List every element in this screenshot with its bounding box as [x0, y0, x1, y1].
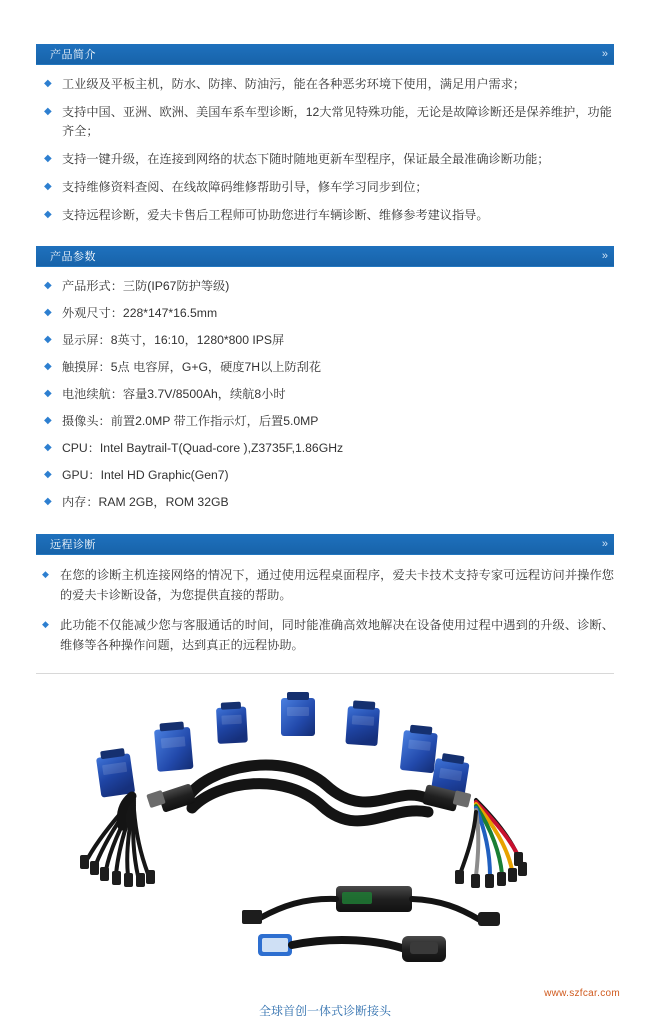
intro-list — [36, 75, 614, 224]
diamond-bullet-icon: ◆ — [44, 468, 52, 480]
list-item-text: GPU：Intel HD Graphic(Gen7) — [62, 467, 229, 482]
site-watermark: www.szfcar.com — [544, 988, 620, 999]
diamond-bullet-icon: ◆ — [44, 334, 52, 346]
list-item — [42, 412, 614, 431]
diamond-bullet-icon: ◆ — [44, 388, 52, 400]
chevron-right-icon: » — [601, 250, 606, 263]
diamond-bullet-icon: ◆ — [42, 618, 49, 629]
section-title: 产品参数 — [50, 251, 96, 264]
paragraph-text: 此功能不仅能减少您与客服通话的时间，同时能准确高效地解决在设备使用过程中遇到的升级、诊断、维修等各种操作问题，达到真正的远程协助。 — [60, 617, 614, 652]
section-title: 产品简介 — [50, 49, 96, 61]
list-item-text: 支持中国、亚洲、欧洲、美国车系车型诊断，12大常见特殊功能，无论是故障诊断还是保养维护，功能齐全； — [62, 104, 612, 138]
list-item-text: 摄像头：前置2.0MP 带工作指示灯，后置5.0MP — [62, 413, 319, 428]
power-adapter — [242, 886, 500, 926]
diamond-bullet-icon: ◆ — [44, 414, 52, 426]
horizontal-divider — [36, 673, 614, 674]
list-item-text: 内存：RAM 2GB，ROM 32GB — [62, 494, 229, 509]
paragraph — [42, 565, 614, 605]
diamond-bullet-icon: ◆ — [44, 208, 52, 220]
section-underline — [36, 266, 614, 267]
list-item — [42, 150, 614, 169]
section-spec — [36, 246, 614, 511]
list-item — [42, 466, 614, 485]
section-header-intro — [36, 44, 614, 64]
main-cable — [186, 765, 428, 821]
section-title: 远程诊断 — [50, 538, 96, 551]
diamond-bullet-icon: ◆ — [44, 180, 52, 192]
diamond-bullet-icon: ◆ — [42, 568, 49, 579]
product-image — [36, 680, 614, 1000]
obd-extension-cable — [258, 934, 446, 962]
diamond-bullet-icon: ◆ — [44, 361, 52, 373]
diamond-bullet-icon: ◆ — [44, 78, 52, 89]
list-item — [42, 277, 614, 296]
right-harness — [460, 800, 522, 876]
paragraph — [42, 615, 614, 655]
diamond-bullet-icon: ◆ — [44, 152, 52, 164]
list-item-text: 产品形式：三防(IP67防护等级) — [62, 279, 230, 294]
section-remote — [36, 534, 614, 656]
diamond-bullet-icon: ◆ — [44, 441, 52, 453]
connector-kit-illustration — [36, 680, 614, 1000]
list-item — [42, 385, 614, 404]
list-item — [42, 493, 614, 512]
list-item — [42, 75, 614, 94]
list-item-text: 外观尺寸：228*147*16.5mm — [62, 306, 218, 321]
list-item-text: 工业级及平板主机，防水、防摔、防油污，能在各种恶劣环境下使用，满足用户需求； — [62, 77, 526, 91]
list-item — [42, 304, 614, 323]
list-item-text: CPU：Intel Baytrail-T(Quad-core ),Z3735F,1.86GHz — [62, 440, 344, 455]
list-item — [42, 331, 614, 350]
list-item — [42, 103, 614, 141]
paragraph-text: 在您的诊断主机连接网络的情况下，通过使用远程桌面程序，爱夫卡技术支持专家可远程访问并操作您的爱夫卡诊断设备，为您提供直接的帮助。 — [60, 567, 614, 602]
section-intro — [36, 0, 614, 224]
figure-caption: 全球首创一体式诊断接头 — [258, 1004, 391, 1019]
list-item — [42, 358, 614, 377]
list-item — [42, 439, 614, 458]
diamond-bullet-icon: ◆ — [44, 307, 52, 319]
list-item-text: 支持一键升级，在连接到网络的状态下随时随地更新车型程序，保证最全最准确诊断功能； — [62, 151, 550, 166]
remote-paragraphs — [36, 565, 614, 656]
spec-list — [36, 277, 614, 511]
list-item-text: 显示屏：8英寸，16:10，1280*800 IPS屏 — [62, 333, 285, 348]
chevron-right-icon: » — [601, 537, 606, 550]
list-item-text: 支持维修资料查阅、在线故障码维修帮助引导，修车学习同步到位； — [62, 179, 428, 194]
section-header-remote — [36, 534, 614, 554]
list-item — [42, 178, 614, 197]
section-header-spec — [36, 246, 614, 266]
section-underline — [36, 64, 614, 65]
list-item — [42, 206, 614, 225]
list-item-text: 触摸屏：5点 电容屏，G+G，硬度7H以上防刮花 — [62, 360, 322, 375]
section-underline — [36, 554, 614, 555]
list-item-text: 支持远程诊断，爱夫卡售后工程师可协助您进行车辆诊断、维修参考建议指导。 — [62, 207, 489, 222]
list-item-text: 电池续航：容量3.7V/8500Ah，续航8小时 — [62, 387, 286, 402]
diamond-bullet-icon: ◆ — [44, 105, 52, 117]
diamond-bullet-icon: ◆ — [44, 495, 52, 507]
chevron-right-icon: » — [601, 48, 606, 60]
diamond-bullet-icon: ◆ — [44, 280, 52, 292]
